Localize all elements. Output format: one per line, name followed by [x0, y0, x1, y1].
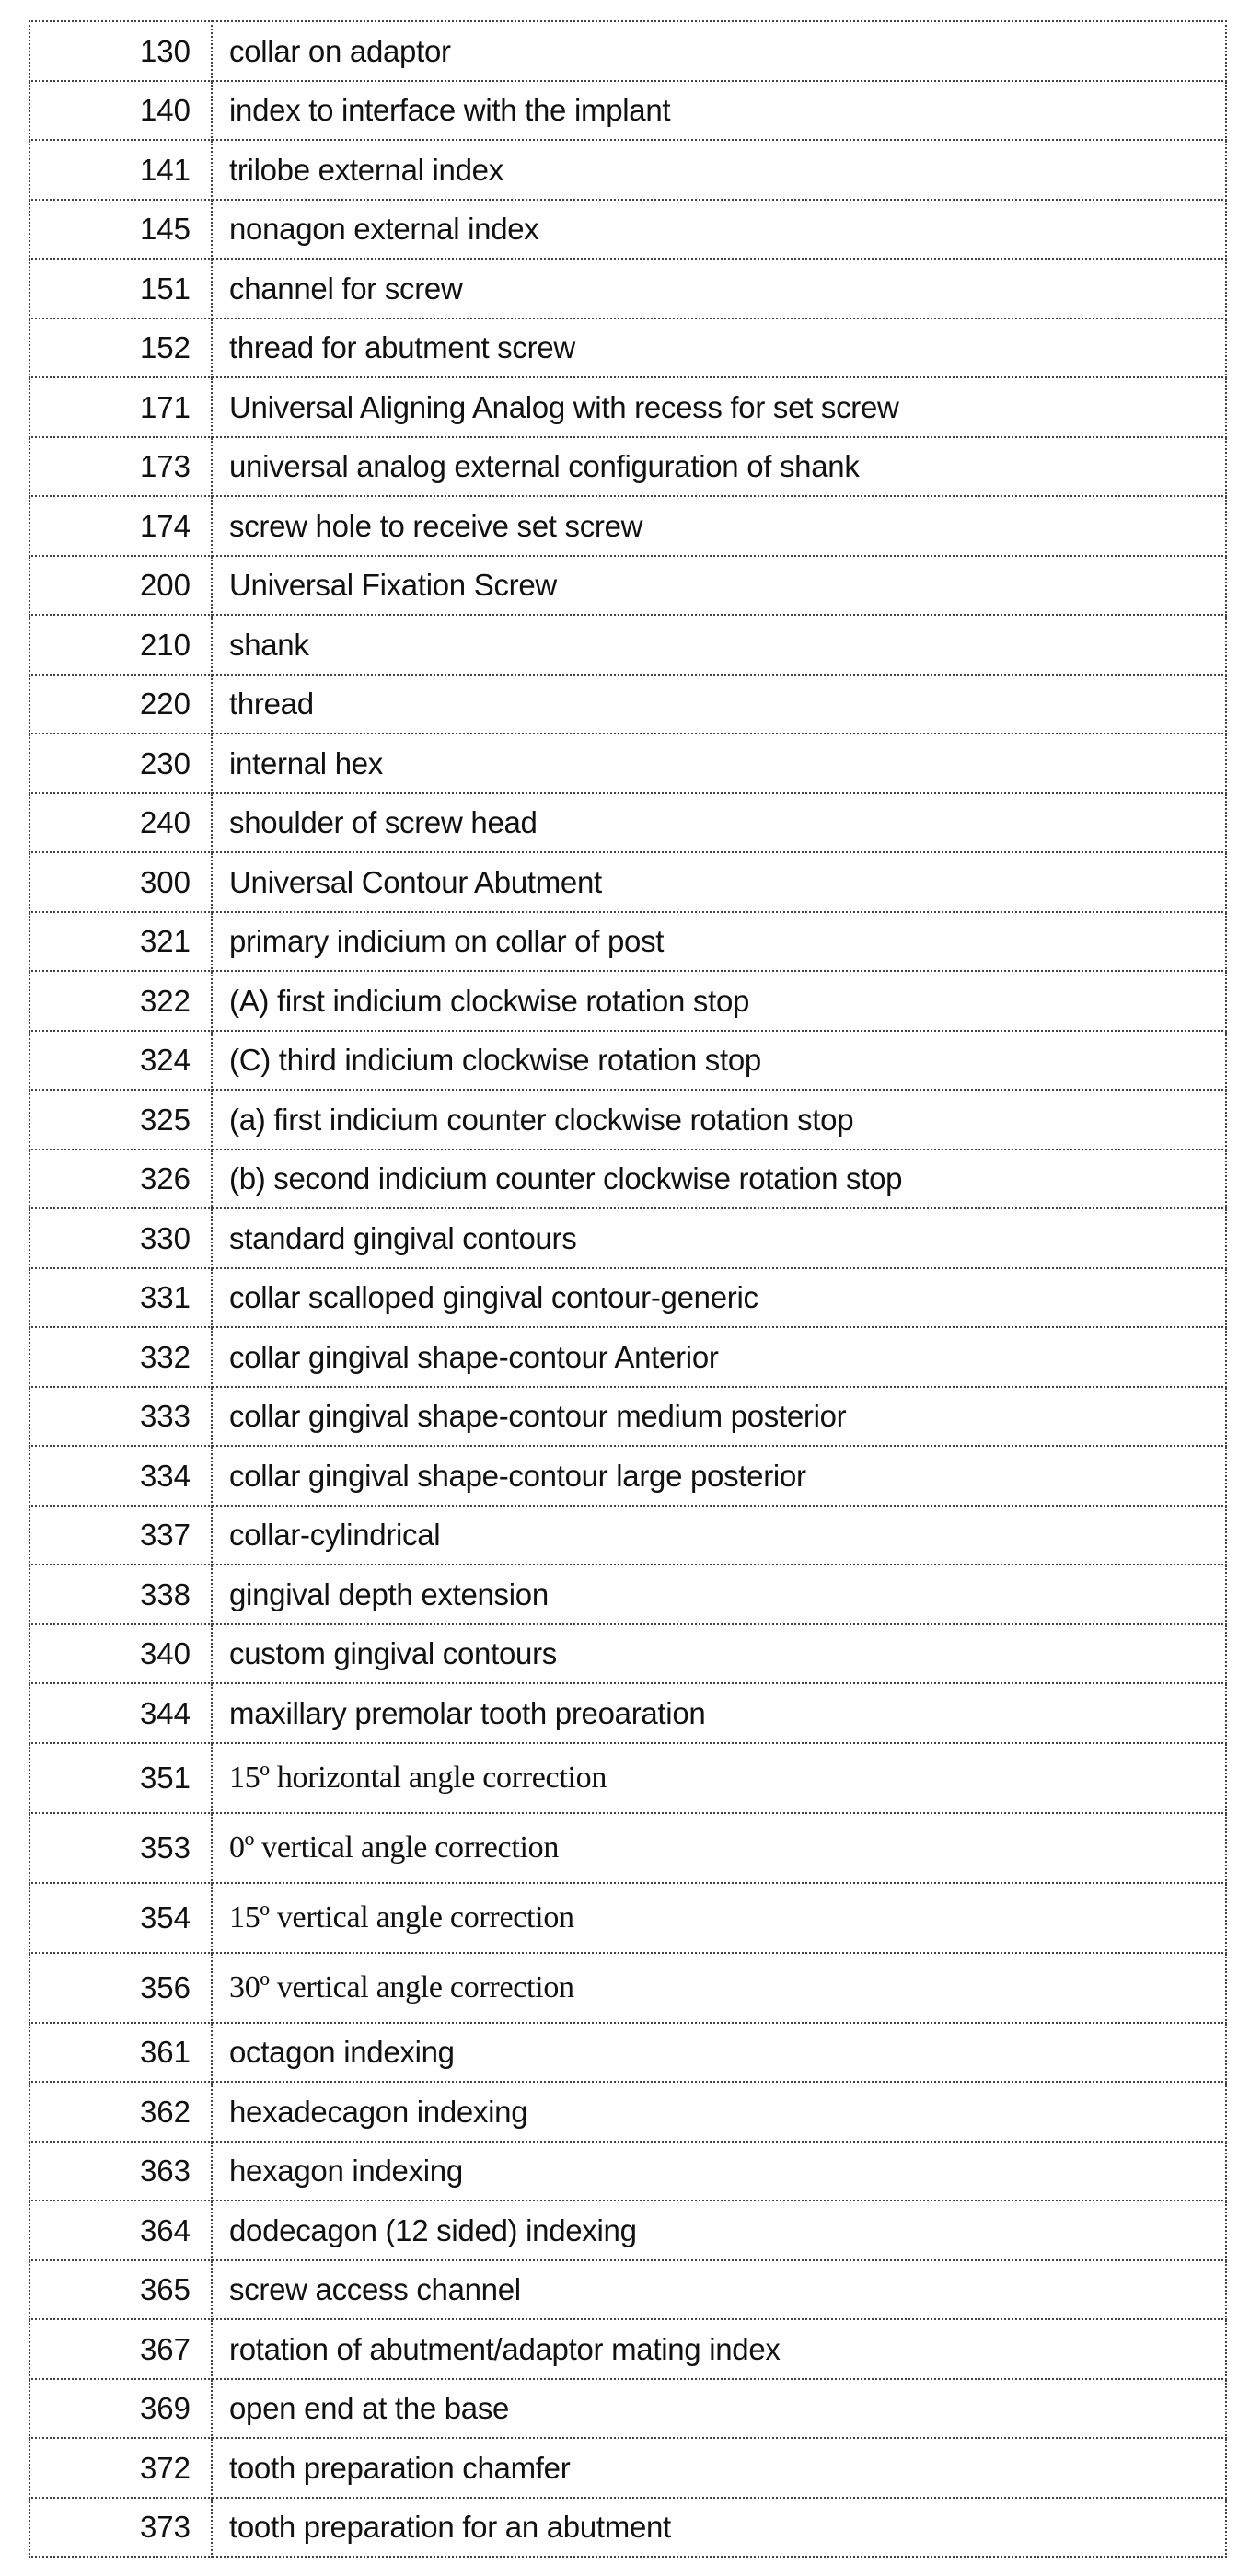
table-row — [29, 1149, 1226, 1209]
reference-description: shoulder of screw head — [212, 793, 1226, 853]
reference-description: dodecagon (12 sided) indexing — [212, 2201, 1226, 2260]
reference-number: 324 — [29, 1031, 212, 1091]
table-row — [29, 496, 1226, 556]
table-row — [29, 1565, 1226, 1624]
reference-number: 361 — [29, 2023, 212, 2083]
reference-number: 369 — [29, 2379, 212, 2439]
table-row — [29, 1506, 1226, 1565]
table-row — [29, 912, 1226, 972]
table-row — [29, 437, 1226, 497]
reference-description: nonagon external index — [212, 200, 1226, 260]
table-row — [29, 377, 1226, 437]
table-row — [29, 1813, 1226, 1883]
table-row — [29, 1268, 1226, 1328]
reference-description: gingival depth extension — [212, 1565, 1226, 1624]
reference-description: collar scalloped gingival contour-generic — [212, 1268, 1226, 1328]
reference-number: 322 — [29, 971, 212, 1031]
reference-number: 230 — [29, 734, 212, 793]
reference-description: octagon indexing — [212, 2023, 1226, 2083]
reference-number: 200 — [29, 556, 212, 616]
table-row — [29, 200, 1226, 260]
reference-number: 174 — [29, 496, 212, 556]
table-row — [29, 1953, 1226, 2023]
reference-number: 334 — [29, 1446, 212, 1506]
reference-number: 326 — [29, 1149, 212, 1209]
reference-description: screw access channel — [212, 2260, 1226, 2320]
reference-description: 15º horizontal angle correction — [212, 1743, 1226, 1813]
reference-description: Universal Aligning Analog with recess for set screw — [212, 377, 1226, 437]
table-row — [29, 259, 1226, 318]
reference-number: 372 — [29, 2438, 212, 2498]
table-row — [29, 2319, 1226, 2379]
reference-description: channel for screw — [212, 259, 1226, 318]
reference-description: hexagon indexing — [212, 2142, 1226, 2201]
reference-number: 325 — [29, 1090, 212, 1149]
reference-number: 173 — [29, 437, 212, 497]
table-row — [29, 2379, 1226, 2439]
reference-description: thread — [212, 675, 1226, 734]
reference-number: 356 — [29, 1953, 212, 2023]
reference-description: Universal Fixation Screw — [212, 556, 1226, 616]
table-row — [29, 615, 1226, 675]
table-row — [29, 971, 1226, 1031]
table-row — [29, 1387, 1226, 1447]
reference-number: 353 — [29, 1813, 212, 1883]
table-row — [29, 2023, 1226, 2083]
reference-description: index to interface with the implant — [212, 81, 1226, 141]
reference-description: 0º vertical angle correction — [212, 1813, 1226, 1883]
table-row — [29, 1090, 1226, 1149]
table-row — [29, 21, 1226, 81]
reference-number: 130 — [29, 21, 212, 81]
reference-description: standard gingival contours — [212, 1208, 1226, 1268]
reference-description: custom gingival contours — [212, 1624, 1226, 1684]
table-row — [29, 734, 1226, 793]
table-row — [29, 852, 1226, 912]
reference-number: 152 — [29, 318, 212, 378]
table-row — [29, 1327, 1226, 1387]
reference-description: rotation of abutment/adaptor mating index — [212, 2319, 1226, 2379]
table-row — [29, 2260, 1226, 2320]
reference-number: 321 — [29, 912, 212, 972]
reference-number: 351 — [29, 1743, 212, 1813]
reference-number: 141 — [29, 140, 212, 200]
reference-description: shank — [212, 615, 1226, 675]
reference-number: 337 — [29, 1506, 212, 1565]
reference-number: 373 — [29, 2498, 212, 2558]
table-row — [29, 1208, 1226, 1268]
reference-description: collar gingival shape-contour medium posterior — [212, 1387, 1226, 1447]
reference-number: 362 — [29, 2082, 212, 2142]
reference-description: screw hole to receive set screw — [212, 496, 1226, 556]
reference-description: open end at the base — [212, 2379, 1226, 2439]
reference-description: collar gingival shape-contour large posterior — [212, 1446, 1226, 1506]
reference-description: trilobe external index — [212, 140, 1226, 200]
reference-description: (b) second indicium counter clockwise rotation stop — [212, 1149, 1226, 1209]
reference-description: thread for abutment screw — [212, 318, 1226, 378]
reference-number: 338 — [29, 1565, 212, 1624]
reference-number: 240 — [29, 793, 212, 853]
table-row — [29, 1883, 1226, 1953]
reference-number: 367 — [29, 2319, 212, 2379]
table-row — [29, 1031, 1226, 1091]
reference-number: 333 — [29, 1387, 212, 1447]
reference-description: primary indicium on collar of post — [212, 912, 1226, 972]
table-row — [29, 140, 1226, 200]
reference-number: 145 — [29, 200, 212, 260]
reference-number: 140 — [29, 81, 212, 141]
reference-numeral-table — [29, 20, 1227, 2558]
table-row — [29, 556, 1226, 616]
reference-description: (C) third indicium clockwise rotation stop — [212, 1031, 1226, 1091]
table-row — [29, 2142, 1226, 2201]
reference-number: 220 — [29, 675, 212, 734]
table-row — [29, 1624, 1226, 1684]
reference-number: 171 — [29, 377, 212, 437]
reference-number: 330 — [29, 1208, 212, 1268]
reference-number: 364 — [29, 2201, 212, 2260]
reference-description: collar gingival shape-contour Anterior — [212, 1327, 1226, 1387]
reference-number: 151 — [29, 259, 212, 318]
reference-description: internal hex — [212, 734, 1226, 793]
reference-number: 365 — [29, 2260, 212, 2320]
reference-number: 300 — [29, 852, 212, 912]
reference-number: 344 — [29, 1683, 212, 1743]
table-row — [29, 81, 1226, 141]
reference-description: collar-cylindrical — [212, 1506, 1226, 1565]
reference-description: Universal Contour Abutment — [212, 852, 1226, 912]
reference-description: (a) first indicium counter clockwise rotation stop — [212, 1090, 1226, 1149]
reference-description: collar on adaptor — [212, 21, 1226, 81]
table-row — [29, 1743, 1226, 1813]
table-row — [29, 2201, 1226, 2260]
reference-description: tooth preparation chamfer — [212, 2438, 1226, 2498]
table-row — [29, 2498, 1226, 2558]
reference-description: 30º vertical angle correction — [212, 1953, 1226, 2023]
reference-number: 363 — [29, 2142, 212, 2201]
reference-description: tooth preparation for an abutment — [212, 2498, 1226, 2558]
reference-number: 354 — [29, 1883, 212, 1953]
reference-description: maxillary premolar tooth preoaration — [212, 1683, 1226, 1743]
table-row — [29, 1683, 1226, 1743]
table-row — [29, 675, 1226, 734]
table-row — [29, 1446, 1226, 1506]
table-row — [29, 793, 1226, 853]
reference-number: 340 — [29, 1624, 212, 1684]
reference-number: 210 — [29, 615, 212, 675]
reference-number: 332 — [29, 1327, 212, 1387]
reference-number: 331 — [29, 1268, 212, 1328]
table-row — [29, 318, 1226, 378]
table-row — [29, 2082, 1226, 2142]
reference-description: hexadecagon indexing — [212, 2082, 1226, 2142]
reference-description: universal analog external configuration of shank — [212, 437, 1226, 497]
table-row — [29, 2438, 1226, 2498]
reference-description: (A) first indicium clockwise rotation stop — [212, 971, 1226, 1031]
reference-description: 15º vertical angle correction — [212, 1883, 1226, 1953]
